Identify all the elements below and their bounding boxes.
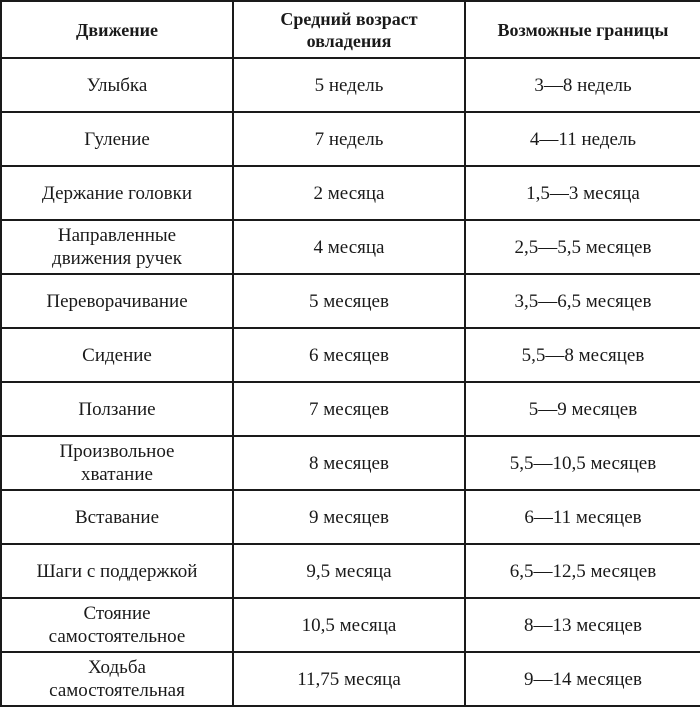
cell-average-age: 6 месяцев — [233, 328, 465, 382]
cell-range: 3,5—6,5 месяцев — [465, 274, 700, 328]
table-row — [1, 166, 700, 220]
cell-average-age: 9,5 месяца — [233, 544, 465, 598]
header-movement: Движение — [1, 1, 233, 58]
table-row — [1, 58, 700, 112]
cell-range: 5—9 месяцев — [465, 382, 700, 436]
table-row — [1, 328, 700, 382]
cell-range: 5,5—10,5 месяцев — [465, 436, 700, 490]
cell-range: 2,5—5,5 месяцев — [465, 220, 700, 274]
cell-movement: Переворачивание — [1, 274, 233, 328]
header-row — [1, 1, 700, 58]
cell-average-age: 8 месяцев — [233, 436, 465, 490]
header-possible-range: Возможные границы — [465, 1, 700, 58]
cell-movement: Держание головки — [1, 166, 233, 220]
cell-movement: Ползание — [1, 382, 233, 436]
table-row — [1, 544, 700, 598]
table-row — [1, 220, 700, 274]
cell-movement: Произвольное хватание — [1, 436, 233, 490]
table-row — [1, 382, 700, 436]
cell-movement: Направленные движения ручек — [1, 220, 233, 274]
header-average-age: Средний возраст овладения — [233, 1, 465, 58]
cell-movement: Вставание — [1, 490, 233, 544]
cell-range: 1,5—3 месяца — [465, 166, 700, 220]
cell-movement: Сидение — [1, 328, 233, 382]
cell-range: 6—11 месяцев — [465, 490, 700, 544]
table-row — [1, 490, 700, 544]
cell-movement: Улыбка — [1, 58, 233, 112]
cell-movement: Шаги с поддержкой — [1, 544, 233, 598]
cell-average-age: 4 месяца — [233, 220, 465, 274]
cell-movement: Ходьба самостоятельная — [1, 652, 233, 706]
cell-range: 3—8 недель — [465, 58, 700, 112]
cell-average-age: 9 месяцев — [233, 490, 465, 544]
table-row — [1, 112, 700, 166]
cell-range: 4—11 недель — [465, 112, 700, 166]
table-row — [1, 598, 700, 652]
cell-range: 5,5—8 месяцев — [465, 328, 700, 382]
table-row — [1, 436, 700, 490]
table-row — [1, 652, 700, 706]
cell-average-age: 10,5 месяца — [233, 598, 465, 652]
cell-average-age: 2 месяца — [233, 166, 465, 220]
table-body — [1, 58, 700, 706]
table-row — [1, 274, 700, 328]
cell-movement: Гуление — [1, 112, 233, 166]
cell-average-age: 5 недель — [233, 58, 465, 112]
cell-range: 8—13 месяцев — [465, 598, 700, 652]
cell-range: 9—14 месяцев — [465, 652, 700, 706]
cell-average-age: 5 месяцев — [233, 274, 465, 328]
cell-average-age: 7 недель — [233, 112, 465, 166]
cell-movement: Стояние самостоятельное — [1, 598, 233, 652]
table-head — [1, 1, 700, 58]
cell-average-age: 11,75 месяца — [233, 652, 465, 706]
cell-range: 6,5—12,5 месяцев — [465, 544, 700, 598]
cell-average-age: 7 месяцев — [233, 382, 465, 436]
